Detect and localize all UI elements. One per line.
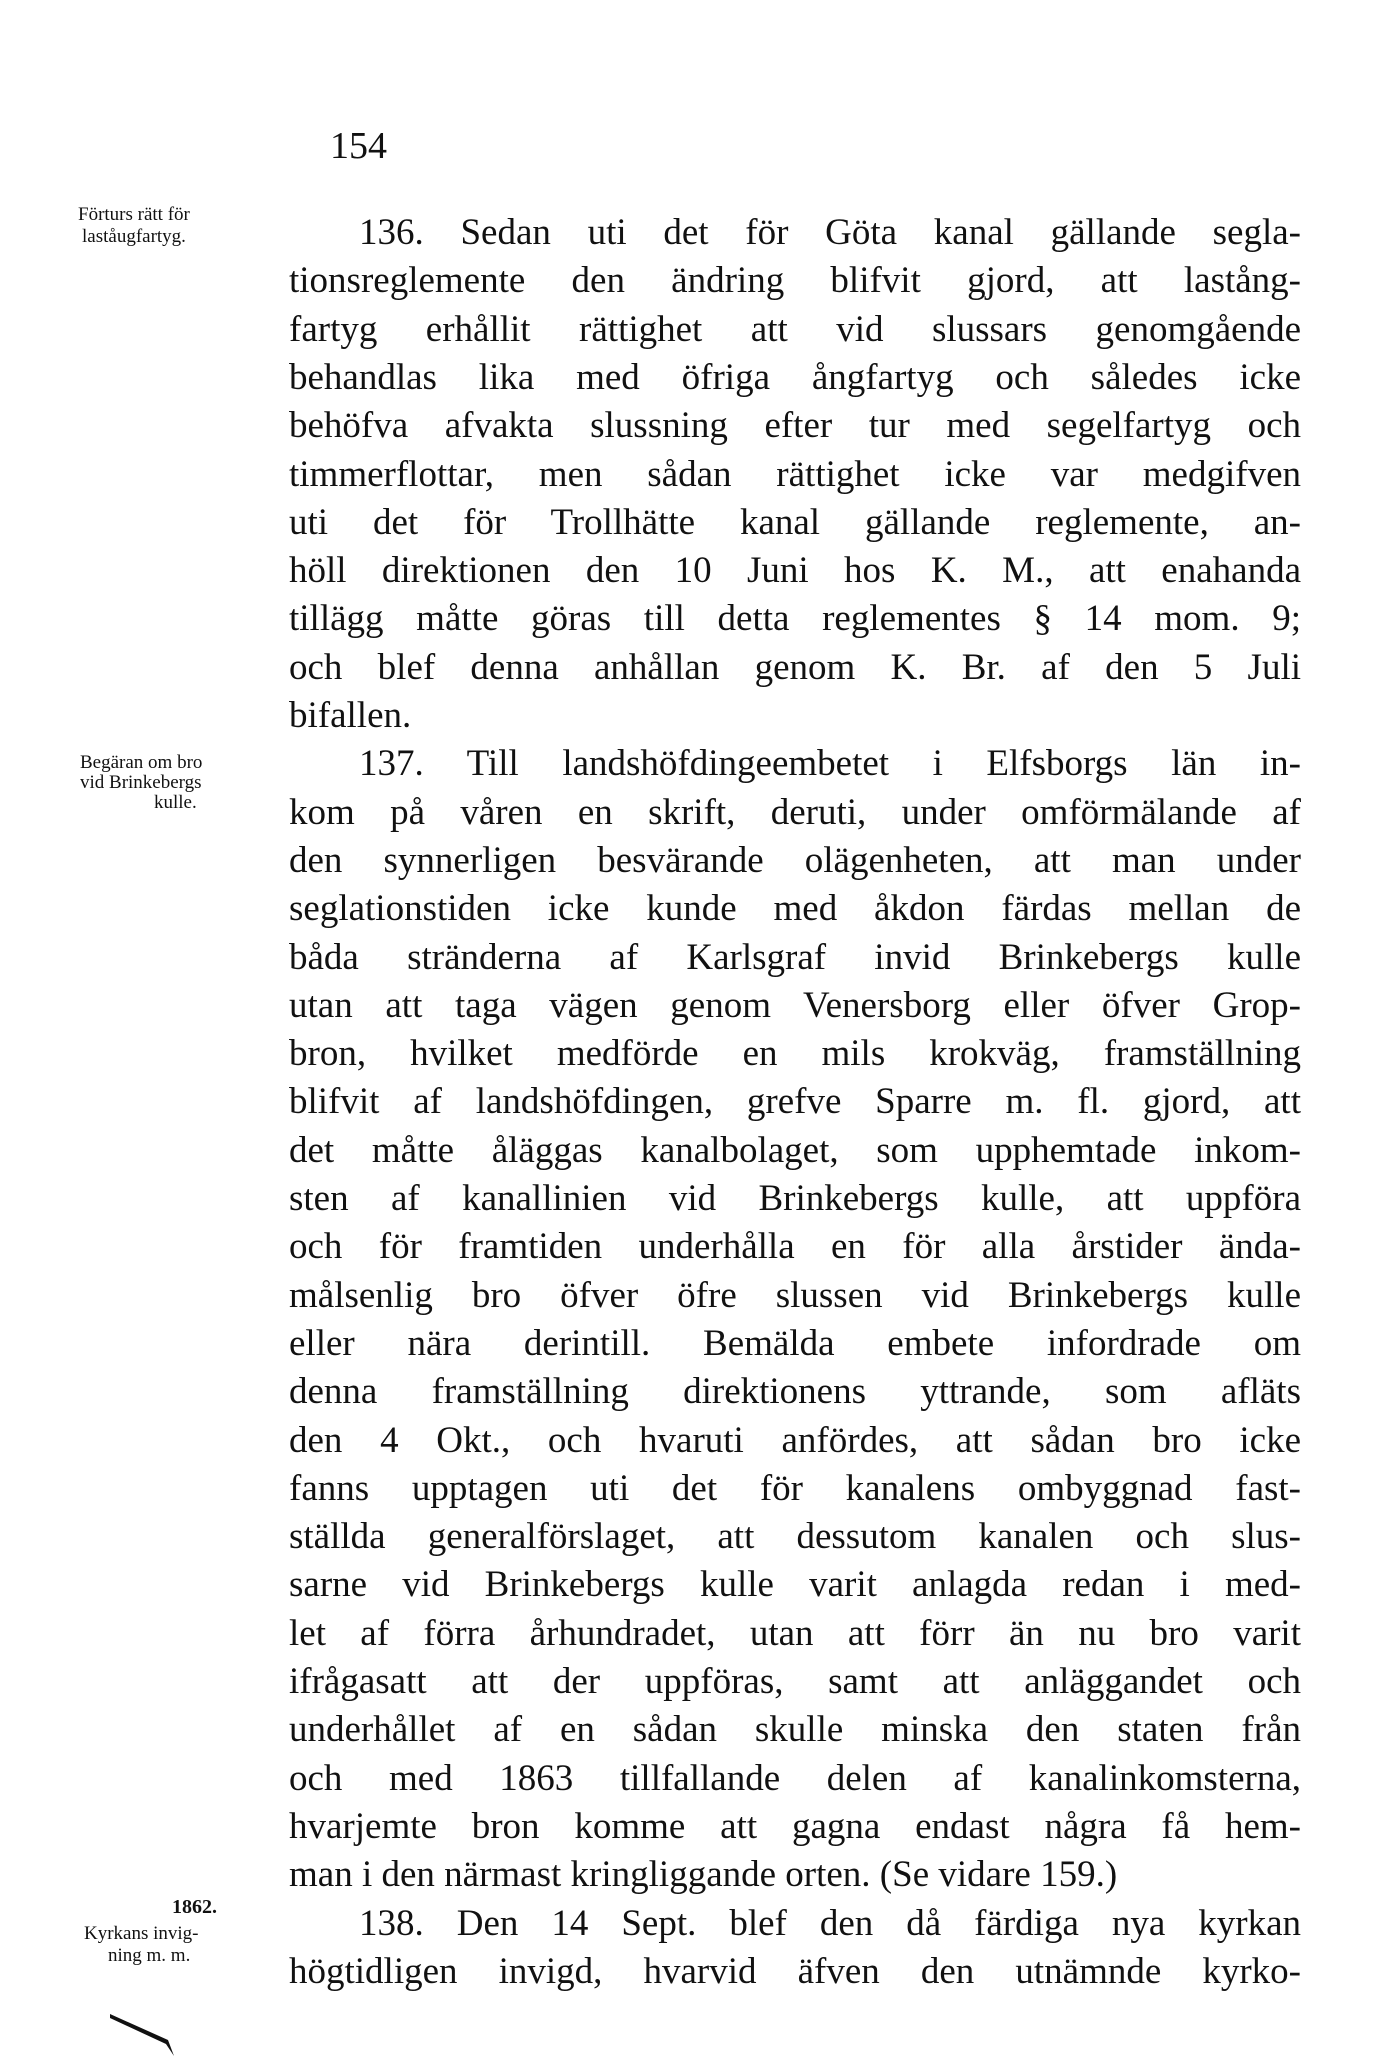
margin-note-136-line-1: Förturs rätt för — [78, 204, 190, 225]
text-line-36: 138. Den 14 Sept. blef den då färdiga nya kyrkan — [359, 1903, 1301, 1944]
text-line-1: 136. Sedan uti det för Göta kanal gällande segla- — [359, 212, 1301, 253]
text-line-23: målsenlig bro öfver öfre slussen vid Brinkebergs kulle — [289, 1275, 1301, 1316]
text-line-30: let af förra århundradet, utan att förr än nu bro varit — [289, 1613, 1301, 1654]
page-number: 154 — [330, 125, 387, 167]
text-line-32: underhållet af en sådan skulle minska den staten från — [289, 1709, 1301, 1750]
margin-note-137-line-2: vid Brinkebergs — [80, 772, 202, 793]
text-line-12: 137. Till landshöfdingeembetet i Elfsborgs län in- — [359, 743, 1301, 784]
printer-mark-icon — [108, 2010, 188, 2060]
text-line-3: fartyg erhållit rättighet att vid slussars genomgående — [289, 309, 1301, 350]
text-line-4: behandlas lika med öfriga ångfartyg och således icke — [289, 357, 1301, 398]
text-line-13: kom på våren en skrift, deruti, under omförmälande af — [289, 792, 1301, 833]
text-line-22: och för framtiden underhålla en för alla årstider ända- — [289, 1226, 1301, 1267]
text-line-15: seglationstiden icke kunde med åkdon färdas mellan de — [289, 888, 1301, 929]
text-line-37: högtidligen invigd, hvarvid äfven den utnämnde kyrko- — [289, 1951, 1301, 1992]
text-line-34: hvarjemte bron komme att gagna endast några få hem- — [289, 1806, 1301, 1847]
text-line-33: och med 1863 tillfallande delen af kanalinkomsterna, — [289, 1758, 1301, 1799]
text-line-24: eller nära derintill. Bemälda embete infordrade om — [289, 1323, 1301, 1364]
text-line-6: timmerflottar, men sådan rättighet icke var medgifven — [289, 454, 1301, 495]
text-line-20: det måtte åläggas kanalbolaget, som upphemtade inkom- — [289, 1130, 1301, 1171]
text-line-27: fanns upptagen uti det för kanalens ombyggnad fast- — [289, 1468, 1301, 1509]
text-line-35: man i den närmast kringliggande orten. (Se vidare 159.) — [289, 1854, 1118, 1895]
text-line-9: tillägg måtte göras till detta reglementes § 14 mom. 9; — [289, 598, 1301, 639]
text-line-18: bron, hvilket medförde en mils krokväg, framställning — [289, 1033, 1301, 1074]
margin-note-136-line-2: laståugfartyg. — [82, 226, 186, 247]
text-line-10: och blef denna anhållan genom K. Br. af den 5 Juli — [289, 647, 1301, 688]
text-line-21: sten af kanallinien vid Brinkebergs kulle, att uppföra — [289, 1178, 1301, 1219]
margin-note-138-line-1: Kyrkans invig- — [84, 1923, 199, 1944]
text-line-29: sarne vid Brinkebergs kulle varit anlagda redan i med- — [289, 1564, 1301, 1605]
text-line-16: båda stränderna af Karlsgraf invid Brinkebergs kulle — [289, 937, 1301, 978]
text-line-11: bifallen. — [289, 695, 412, 736]
margin-note-137-line-3: kulle. — [154, 792, 197, 813]
text-line-19: blifvit af landshöfdingen, grefve Sparre m. fl. gjord, att — [289, 1081, 1301, 1122]
text-line-2: tionsreglemente den ändring blifvit gjord, att lastång- — [289, 260, 1301, 301]
text-line-17: utan att taga vägen genom Venersborg eller öfver Grop- — [289, 985, 1301, 1026]
text-line-7: uti det för Trollhätte kanal gällande reglemente, an- — [289, 502, 1301, 543]
text-line-25: denna framställning direktionens yttrande, som afläts — [289, 1371, 1301, 1412]
text-line-28: ställda generalförslaget, att dessutom kanalen och slus- — [289, 1516, 1301, 1557]
text-line-8: höll direktionen den 10 Juni hos K. M., att enahanda — [289, 550, 1301, 591]
text-line-14: den synnerligen besvärande olägenheten, att man under — [289, 840, 1301, 881]
margin-note-137-line-1: Begäran om bro — [80, 752, 203, 773]
margin-note-138-line-2: ning m. m. — [108, 1945, 191, 1966]
text-line-26: den 4 Okt., och hvaruti anfördes, att sådan bro icke — [289, 1420, 1301, 1461]
margin-note-138-year: 1862. — [172, 1896, 217, 1918]
text-line-31: ifrågasatt att der uppföras, samt att anläggandet och — [289, 1661, 1301, 1702]
text-line-5: behöfva afvakta slussning efter tur med segelfartyg och — [289, 405, 1301, 446]
